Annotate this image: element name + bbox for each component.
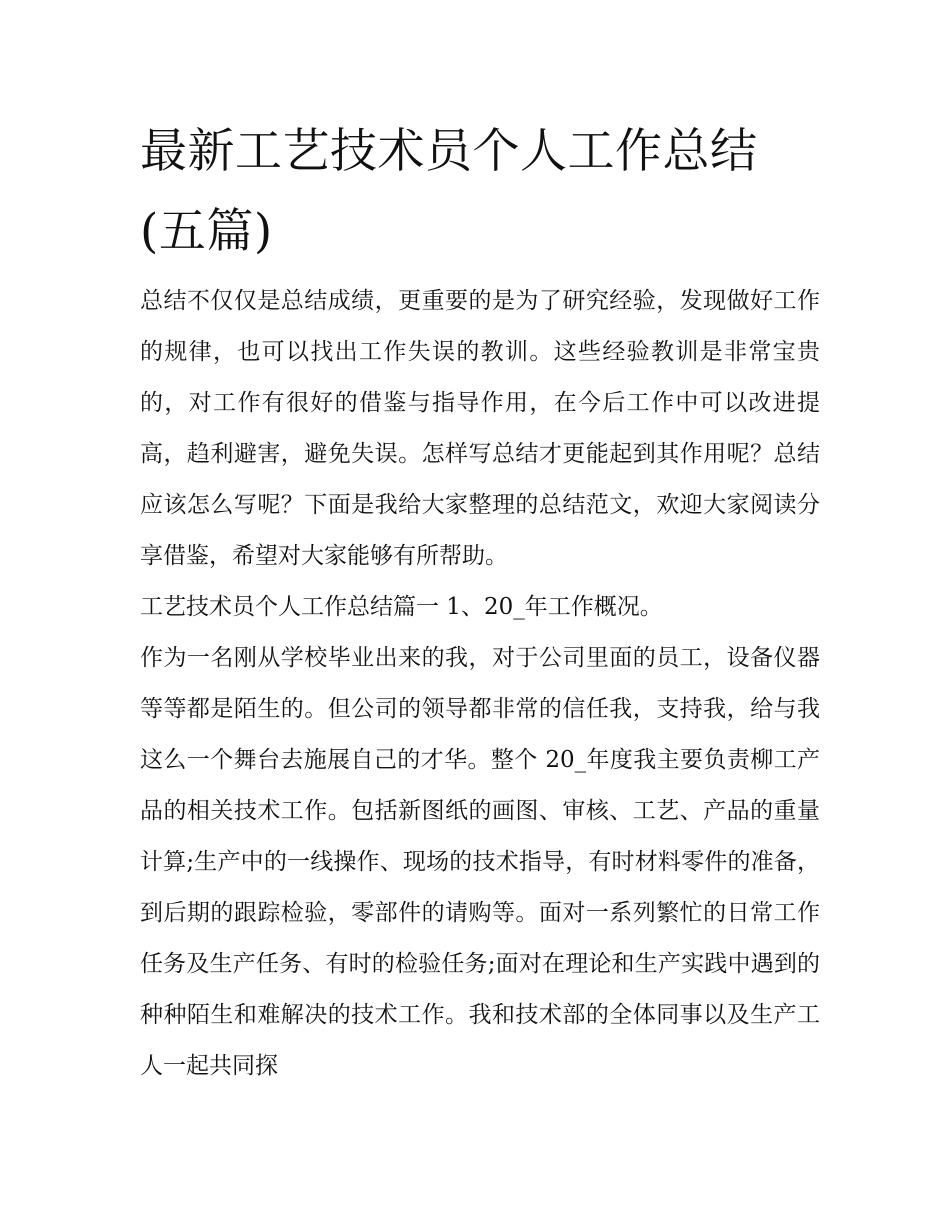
work-overview-paragraph: 作为一名刚从学校毕业出来的我，对于公司里面的员工，设备仪器等等都是陌生的。但公司的领导都非常的信任我，支持我，给与我这么一个舞台去施展自己的才华。整个 20_年度我主要负责柳工产品的相关技术工作。包括新图纸的画图、审核、工艺、产品的重量计算;生产中的一线操作、现场的技术指导，有时材料零件的准备，到后期的跟踪检验，零部件的请购等。面对一系列繁忙的日常工作任务及生产任务、有时的检验任务;面对在理论和生产实践中遇到的种种陌生和难解决的技术工作。我和技术部的全体同事以及生产工人一起共同探 bbox=[140, 645, 820, 1079]
document-body bbox=[140, 276, 820, 1092]
section-heading-paragraph: 工艺技术员个人工作总结篇一 1、20_年工作概况。 bbox=[140, 594, 663, 620]
intro-paragraph: 总结不仅仅是总结成绩，更重要的是为了研究经验，发现做好工作的规律，也可以找出工作失误的教训。这些经验教训是非常宝贵的，对工作有很好的借鉴与指导作用，在今后工作中可以改进提高，趋利避害，避免失误。怎样写总结才更能起到其作用呢？总结应该怎么写呢？下面是我给大家整理的总结范文，欢迎大家阅读分享借鉴，希望对大家能够有所帮助。 bbox=[140, 288, 820, 569]
document-title: 最新工艺技术员个人工作总结(五篇) bbox=[140, 124, 758, 259]
